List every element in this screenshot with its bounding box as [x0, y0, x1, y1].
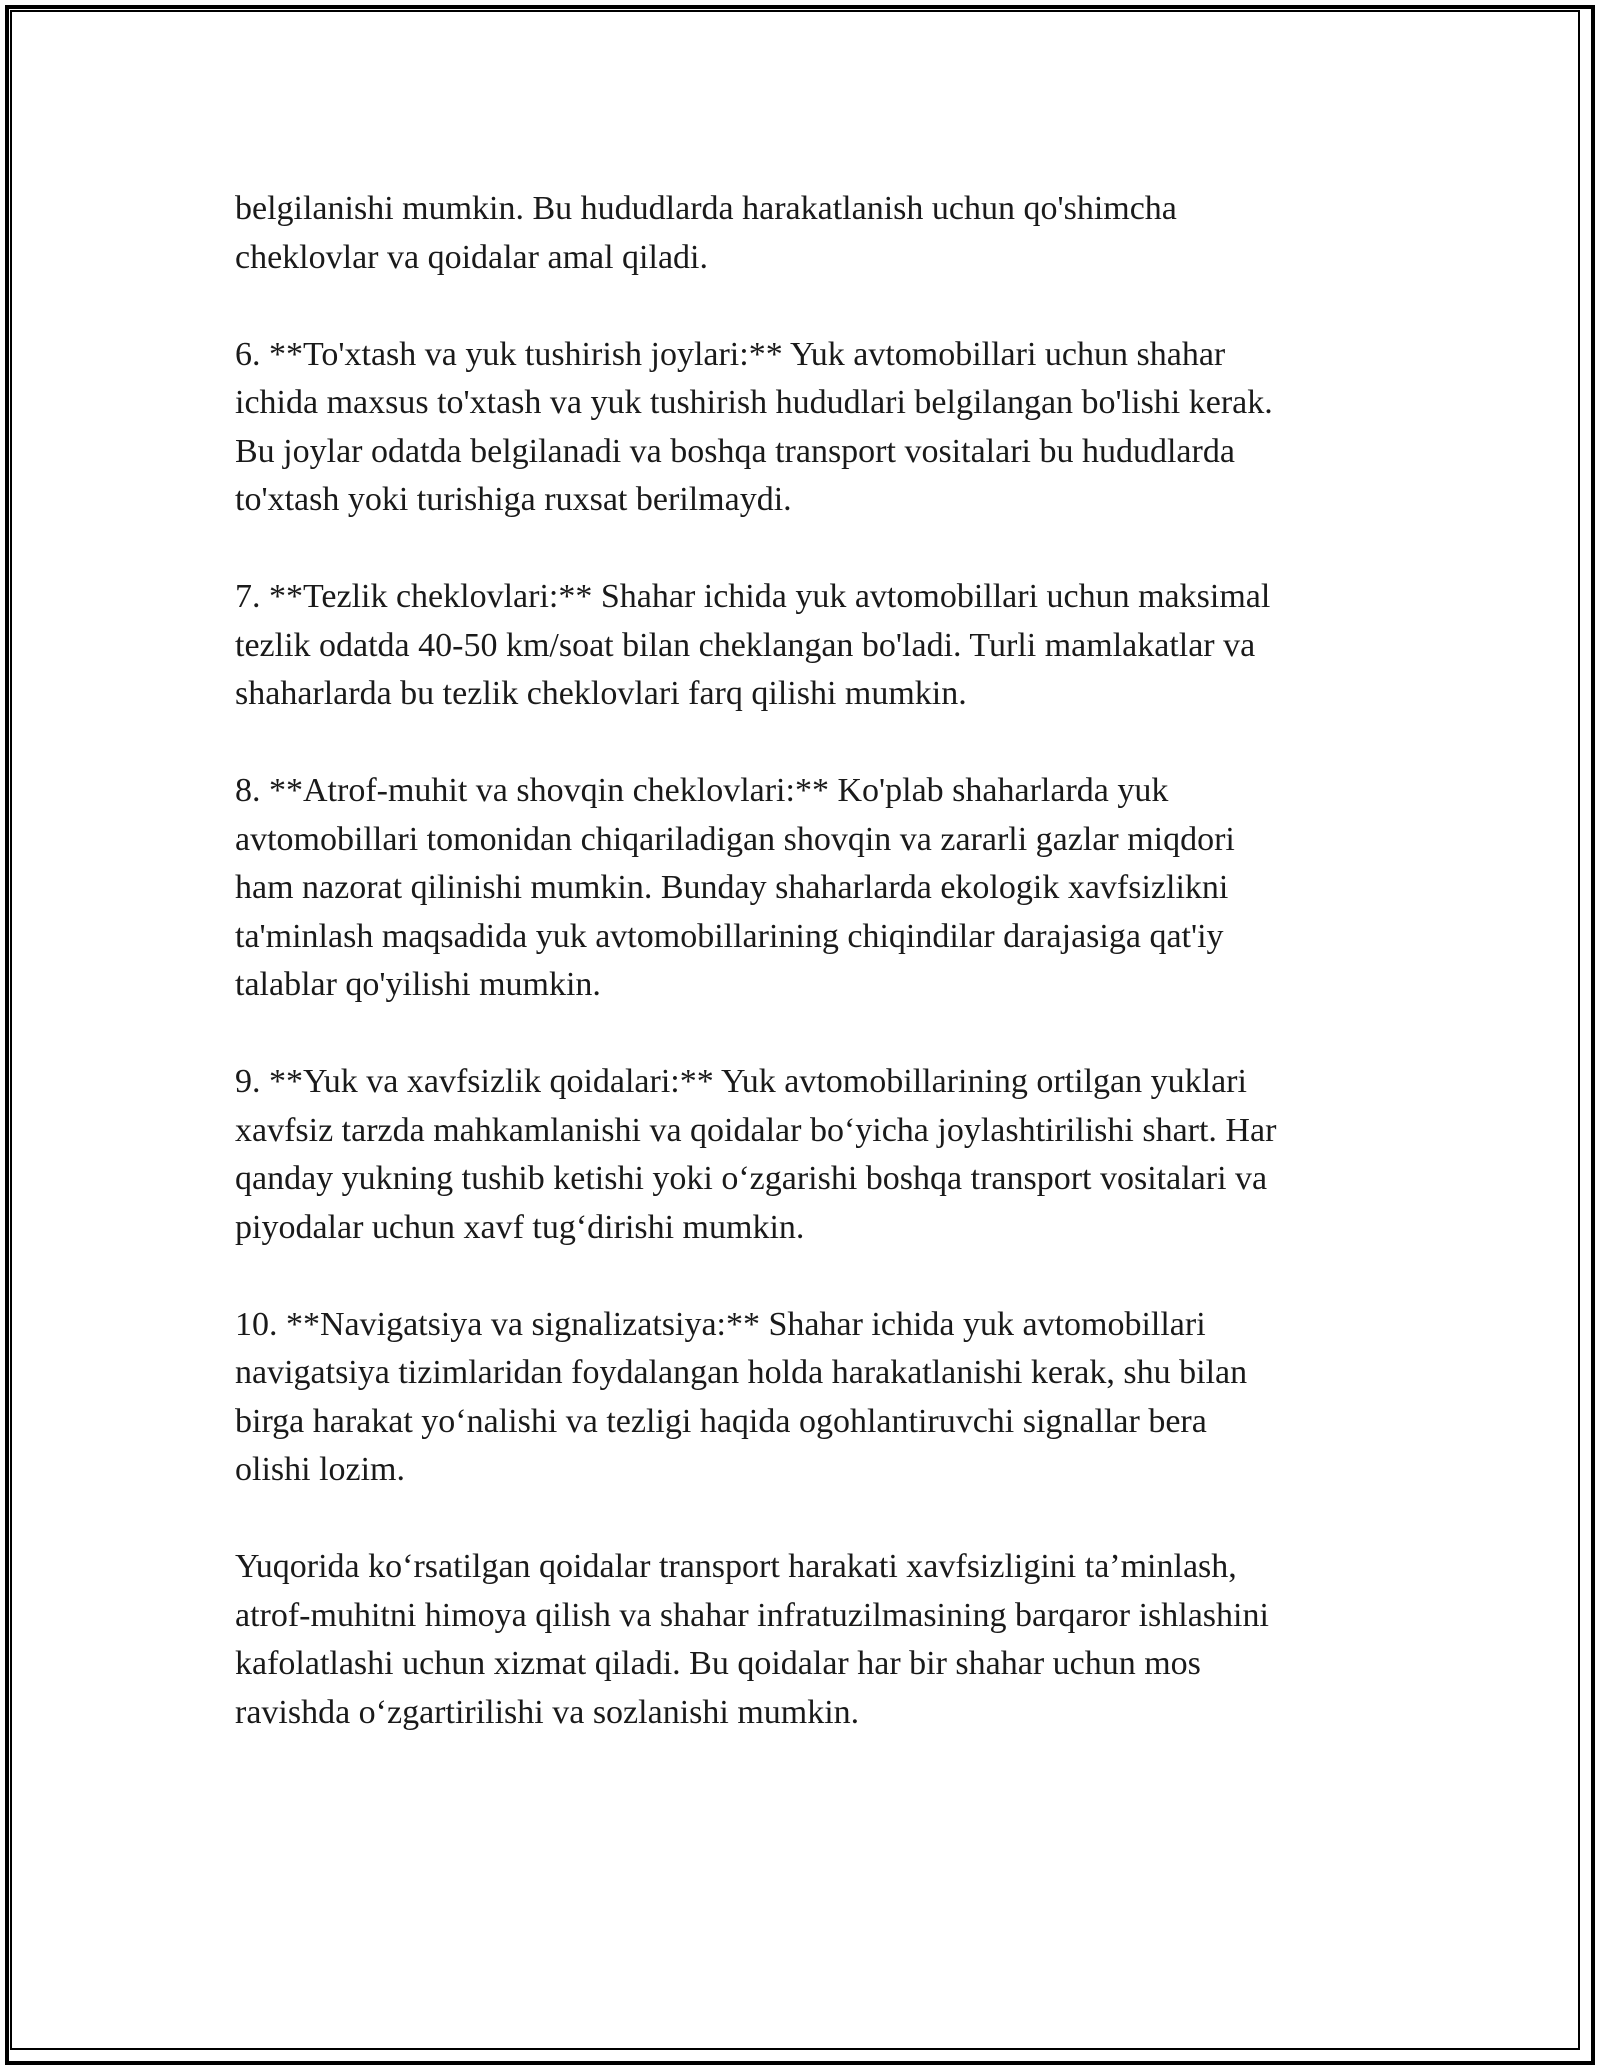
paragraph-item-7: 7. **Tezlik cheklovlari:** Shahar ichida yuk avtomobillari uchun maksimal tezlik odatda 40-50 km/soat bilan cheklangan bo'ladi. Turli mamlakatlar va shaharlarda bu tezlik cheklovlari farq qilishi mumkin.	[235, 578, 1271, 712]
paragraph-conclusion: Yuqorida ko‘rsatilgan qoidalar transport harakati xavfsizligini ta’minlash, atrof-muhitni himoya qilish va shahar infratuzilmasining barqaror ishlashini kafolatlashi uchun xizmat qiladi. Bu qoidalar har bir shahar uchun mos ravishda o‘zgartirilishi va sozlanishi mumkin.	[235, 1548, 1269, 1731]
paragraph-item-6: 6. **To'xtash va yuk tushirish joylari:** Yuk avtomobillari uchun shahar ichida maxsus to'xtash va yuk tushirish hududlari belgilangan bo'lishi kerak. Bu joylar odatda belgilanadi va boshqa transport vositalari bu hududlarda to'xtash yoki turishiga ruxsat berilmaydi.	[235, 335, 1273, 518]
document-body	[235, 185, 1365, 1786]
paragraph-continuation: belgilanishi mumkin. Bu hududlarda harakatlanish uchun qo'shimcha cheklovlar va qoidalar amal qiladi.	[235, 190, 1177, 276]
paragraph-item-8: 8. **Atrof-muhit va shovqin cheklovlari:** Ko'plab shaharlarda yuk avtomobillari tomonidan chiqariladigan shovqin va zararli gazlar miqdori ham nazorat qilinishi mumkin. Bunday shaharlarda ekologik xavfsizlikni ta'minlash maqsadida yuk avtomobillarining chiqindilar darajasiga qat'iy talablar qo'yilishi mumkin.	[235, 772, 1235, 1003]
paragraph-item-9: 9. **Yuk va xavfsizlik qoidalari:** Yuk avtomobillarining ortilgan yuklari xavfsiz tarzda mahkamlanishi va qoidalar bo‘yicha joylashtirilishi shart. Har qanday yukning tushib ketishi yoki o‘zgarishi boshqa transport vositalari va piyodalar uchun xavf tug‘dirishi mumkin.	[235, 1063, 1277, 1246]
paragraph-item-10: 10. **Navigatsiya va signalizatsiya:** Shahar ichida yuk avtomobillari navigatsiya tizimlaridan foydalangan holda harakatlanishi kerak, shu bilan birga harakat yo‘nalishi va tezligi haqida ogohlantiruvchi signallar bera olishi lozim.	[235, 1305, 1248, 1488]
